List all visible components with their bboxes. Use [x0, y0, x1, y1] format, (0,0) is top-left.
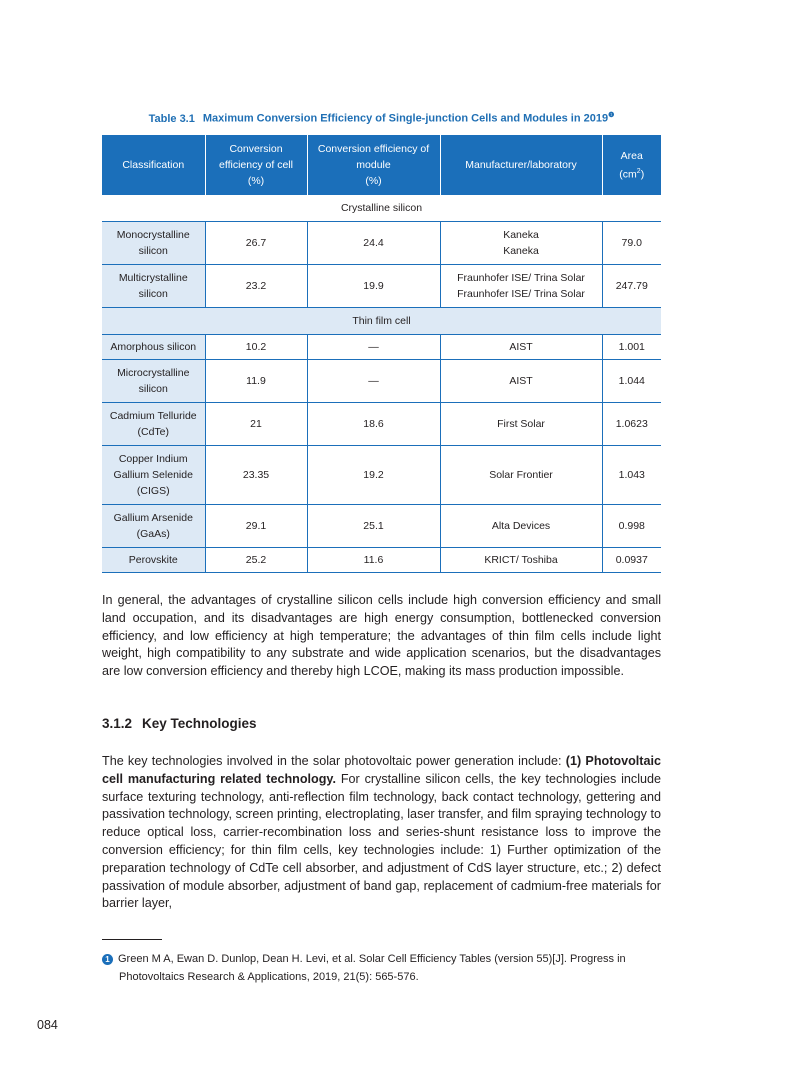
cell-area: 0.0937 [602, 548, 661, 573]
table-row [102, 446, 661, 505]
section-row-thin-film [102, 308, 661, 335]
paragraph-key-technologies: The key technologies involved in the solar photovoltaic power generation include: (1) Photovoltaic cell manufacturing related technology. For crystalline silicon cells, the key technologies include surface texturing technology, anti-reflection film technology, back contact technology, gettering and passivation technology, screen printing, electroplating, laser transfer, and film spraying technology to reduce optical loss, carrier-recombination loss and series-shunt resistance loss to improve the conversion efficiency; for thin film cells, key technologies include: 1) Further optimization of the preparation technology of CdTe cell absorber, and adjustment of CdS layer structure, etc.; 2) defect passivation of module absorber, adjustment of band gap, replacement of cadmium-free materials for barrier layer, [102, 754, 661, 911]
cell-cell-efficiency: 21 [205, 403, 307, 446]
table-number: Table 3.1 [148, 112, 195, 125]
header-classification: Classification [102, 135, 205, 195]
cell-cell-efficiency: 23.2 [205, 265, 307, 308]
cell-manufacturer: Fraunhofer ISE/ Trina Solar Fraunhofer ISE/ Trina Solar [440, 265, 602, 308]
cell-classification: Perovskite [102, 548, 205, 573]
cell-module-efficiency: 19.9 [307, 265, 440, 308]
cell-classification: Multicrystalline silicon [102, 265, 205, 308]
section-title: Crystalline silicon [102, 195, 661, 222]
table-row [102, 265, 661, 308]
footnote-divider [102, 939, 162, 940]
cell-classification: Monocrystalline silicon [102, 222, 205, 265]
footnote-mark: 1 [102, 954, 113, 965]
table-header-row [102, 135, 661, 195]
cell-manufacturer: KRICT/ Toshiba [440, 548, 602, 573]
table-row [102, 335, 661, 360]
section-row-crystalline [102, 195, 661, 222]
table-row [102, 548, 661, 573]
section-number: 3.1.2 [102, 716, 133, 731]
cell-module-efficiency: 11.6 [307, 548, 440, 573]
page-number: 084 [37, 1018, 58, 1032]
cell-area: 79.0 [602, 222, 661, 265]
cell-area: 1.001 [602, 335, 661, 360]
cell-cell-efficiency: 10.2 [205, 335, 307, 360]
cell-area: 247.79 [602, 265, 661, 308]
cell-module-efficiency: 25.1 [307, 505, 440, 548]
cell-classification: Copper Indium Gallium Selenide (CIGS) [102, 446, 205, 505]
header-area: Area $(cm^2)$ [602, 135, 661, 195]
cell-area: 1.044 [602, 360, 661, 403]
cell-area: 0.998 [602, 505, 661, 548]
cell-manufacturer: First Solar [440, 403, 602, 446]
table-row [102, 360, 661, 403]
header-module-efficiency: Conversion efficiency of module (%) [307, 135, 440, 195]
section-title: Thin film cell [102, 308, 661, 335]
cell-classification: Cadmium Telluride (CdTe) [102, 403, 205, 446]
cell-manufacturer: Alta Devices [440, 505, 602, 548]
footnote-line-1: Green M A, Ewan D. Dunlop, Dean H. Levi, et al. Solar Cell Efficiency Tables (version 55)[J]. Progress in [118, 953, 626, 965]
cell-manufacturer: AIST [440, 335, 602, 360]
footnote-line-2: Photovoltaics Research & Applications, 2019, 21(5): 565-576. [119, 971, 419, 983]
cell-manufacturer: Kaneka Kaneka [440, 222, 602, 265]
cell-module-efficiency: 18.6 [307, 403, 440, 446]
cell-cell-efficiency: 23.35 [205, 446, 307, 505]
cell-module-efficiency: — [307, 335, 440, 360]
cell-classification: Amorphous silicon [102, 335, 205, 360]
cell-cell-efficiency: 25.2 [205, 548, 307, 573]
header-manufacturer: Manufacturer/laboratory [440, 135, 602, 195]
cell-manufacturer: AIST [440, 360, 602, 403]
table-title: Maximum Conversion Efficiency of Single-junction Cells and Modules in 2019 [202, 112, 609, 125]
cell-classification: Microcrystalline silicon [102, 360, 205, 403]
section-heading [102, 716, 257, 731]
table-row [102, 222, 661, 265]
cell-cell-efficiency: 26.7 [205, 222, 307, 265]
table-row [102, 505, 661, 548]
cell-manufacturer: Solar Frontier [440, 446, 602, 505]
cell-cell-efficiency: 11.9 [205, 360, 307, 403]
cell-module-efficiency: 24.4 [307, 222, 440, 265]
header-cell-efficiency: Conversion efficiency of cell (%) [205, 135, 307, 195]
table-row [102, 403, 661, 446]
cell-classification: Gallium Arsenide (GaAs) [102, 505, 205, 548]
cell-cell-efficiency: 29.1 [205, 505, 307, 548]
cell-area: 1.0623 [602, 403, 661, 446]
cell-area: 1.043 [602, 446, 661, 505]
table-caption [102, 111, 661, 125]
footnote [102, 950, 661, 986]
cell-module-efficiency: — [307, 360, 440, 403]
table-footnote-mark: ❶ [608, 112, 615, 119]
paragraph-advantages: In general, the advantages of crystalline silicon cells include high conversion efficiency and small land occupation, and its disadvantages are high energy consumption, bottlenecked conversion efficiency, and low efficiency at high temperature; the advantages of thin film cells include light weight, high compatibility to any substrate and wide application scenarios, but the disadvantages are low conversion efficiency and thereby high LCOE, making its mass production impossible. [102, 593, 661, 679]
bold-lead: (1) Photovoltaic cell manufacturing related technology. [102, 754, 661, 786]
cell-module-efficiency: 19.2 [307, 446, 440, 505]
efficiency-table [102, 135, 661, 573]
section-title: Key Technologies [142, 716, 257, 731]
